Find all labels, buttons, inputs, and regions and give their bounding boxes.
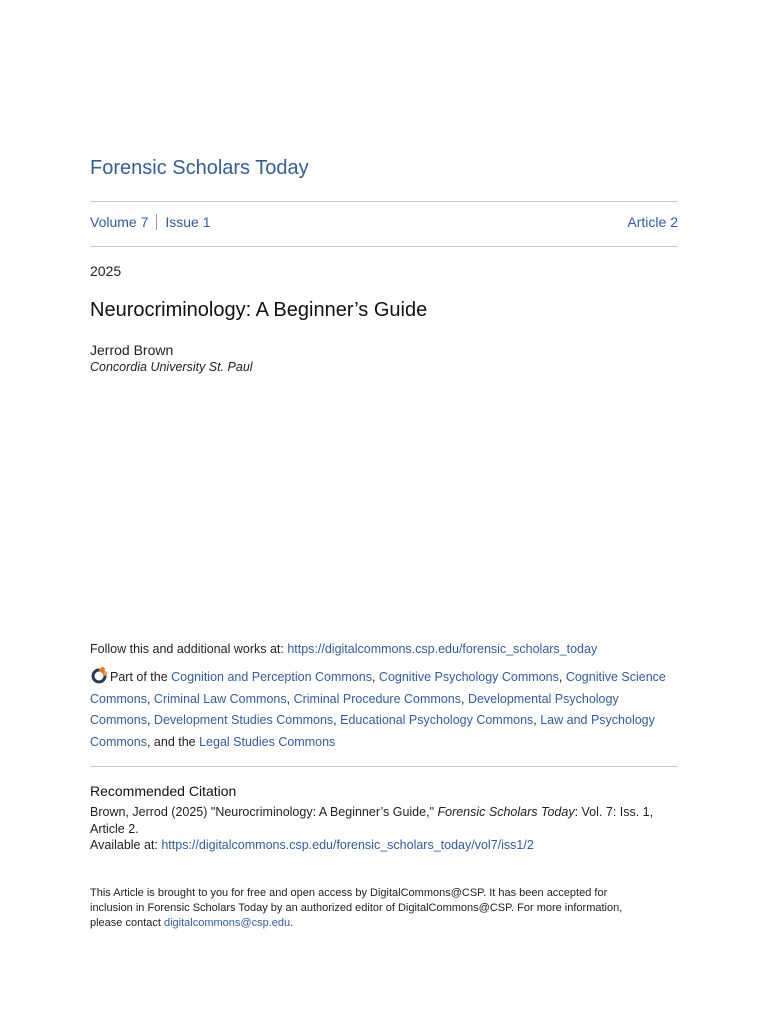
article-link[interactable]: Article 2 bbox=[627, 214, 678, 230]
citation-heading: Recommended Citation bbox=[90, 783, 237, 799]
citation-text-before: Brown, Jerrod (2025) "Neurocriminology: A Beginner’s Guide," bbox=[90, 805, 438, 819]
commons-link[interactable]: Cognition and Perception Commons bbox=[171, 670, 372, 684]
journal-title[interactable]: Forensic Scholars Today bbox=[90, 157, 309, 179]
contact-email-link[interactable]: digitalcommons@csp.edu bbox=[164, 917, 291, 929]
commons-separator: , bbox=[286, 691, 294, 706]
citation-text bbox=[90, 804, 678, 837]
commons-separator: , bbox=[333, 713, 341, 727]
commons-link[interactable]: Development Studies Commons bbox=[153, 713, 334, 727]
follow-line bbox=[90, 642, 597, 656]
issue-link[interactable]: Issue 1 bbox=[165, 214, 211, 230]
citation-journal: Forensic Scholars Today bbox=[437, 805, 575, 819]
commons-and-the: , and the bbox=[146, 734, 200, 749]
commons-list bbox=[90, 670, 666, 749]
commons-link[interactable]: Criminal Law Commons bbox=[153, 691, 287, 706]
bepress-network-icon bbox=[90, 666, 108, 684]
part-of-prefix: Part of the bbox=[110, 670, 172, 684]
available-url-link[interactable]: https://digitalcommons.csp.edu/forensic_scholars_today/vol7/iss1/2 bbox=[161, 838, 534, 852]
commons-separator: , bbox=[146, 691, 154, 706]
commons-separator: , bbox=[558, 670, 566, 684]
commons-link[interactable]: Educational Psychology Commons bbox=[340, 713, 534, 727]
follow-prefix: Follow this and additional works at: bbox=[90, 642, 288, 656]
article-title: Neurocriminology: A Beginner’s Guide bbox=[90, 299, 428, 321]
access-notice-text: This Article is brought to you for free and open access by DigitalCommons@CSP. It has been accepted for inclusion in Forensic Scholars Today by an authorized editor of DigitalCommons@CSP. For more information, please contact bbox=[90, 887, 623, 929]
commons-link[interactable]: Developmental Psychology Commons bbox=[90, 691, 619, 727]
divider-issue bbox=[90, 246, 678, 247]
access-notice bbox=[90, 886, 650, 931]
commons-link[interactable]: Criminal Procedure Commons bbox=[293, 691, 461, 706]
part-of-commons bbox=[90, 666, 678, 753]
commons-separator: , bbox=[533, 713, 541, 727]
author-affiliation: Concordia University St. Paul bbox=[90, 360, 253, 374]
commons-link[interactable]: Cognitive Science Commons bbox=[90, 670, 666, 706]
volume-link[interactable]: Volume 7 bbox=[90, 214, 149, 230]
commons-separator: , bbox=[146, 713, 154, 727]
commons-separator: , bbox=[371, 670, 379, 684]
commons-link[interactable]: Law and Psychology Commons bbox=[90, 713, 655, 749]
issue-separator bbox=[156, 214, 157, 230]
commons-link[interactable]: Cognitive Psychology Commons bbox=[378, 670, 559, 684]
commons-separator: , bbox=[460, 691, 468, 706]
divider-citation bbox=[90, 766, 678, 767]
citation-available bbox=[90, 838, 534, 852]
follow-url-link[interactable]: https://digitalcommons.csp.edu/forensic_scholars_today bbox=[287, 642, 598, 656]
divider-top bbox=[90, 201, 678, 202]
commons-link[interactable]: Legal Studies Commons bbox=[199, 734, 336, 749]
publication-year: 2025 bbox=[90, 263, 122, 279]
issue-bar bbox=[90, 214, 678, 230]
author-name: Jerrod Brown bbox=[90, 342, 174, 358]
volume-issue bbox=[90, 214, 211, 230]
citation-text-after: : Vol. 7: Iss. 1, Article 2. bbox=[90, 805, 654, 836]
available-prefix: Available at: bbox=[90, 838, 162, 852]
access-notice-end: . bbox=[290, 917, 294, 929]
